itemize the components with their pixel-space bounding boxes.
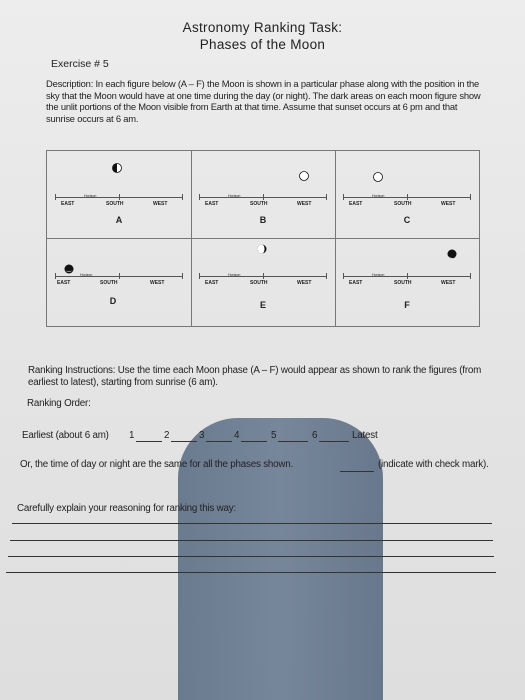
rank-blank-2[interactable] [171, 441, 197, 442]
rank-blank-4[interactable] [241, 441, 267, 442]
rank-number: 6 [312, 430, 318, 441]
panel-label: F [404, 300, 410, 310]
page-title: Astronomy Ranking Task: [182, 20, 343, 35]
rank-blank-5[interactable] [278, 441, 308, 442]
south-label: SOUTH [250, 280, 268, 286]
page-subtitle: Phases of the Moon [199, 37, 326, 52]
ranking-instructions: Ranking Instructions: Use the time each Moon phase (A – F) would appear as shown to rank the figures (from earliest to latest), starting from sunrise (6 am). [28, 365, 482, 388]
answer-line[interactable] [12, 523, 492, 524]
panel-f [335, 238, 479, 325]
rank-blank-6[interactable] [319, 441, 349, 442]
panel-e [191, 238, 335, 325]
south-label: SOUTH [100, 280, 118, 286]
horizon-label: Horizon [84, 194, 97, 198]
ranking-order-label: Ranking Order: [27, 398, 91, 409]
panel-label: C [403, 215, 411, 225]
rank-number: 5 [271, 430, 277, 441]
west-label: WEST [441, 280, 456, 286]
east-label: EAST [349, 280, 363, 286]
panel-b [191, 151, 335, 238]
panel-d [47, 238, 191, 325]
moon-icon-waning-crescent [447, 249, 457, 259]
horizon-label: Horizon [372, 273, 385, 277]
west-label: WEST [441, 201, 456, 207]
east-label: EAST [205, 280, 219, 286]
west-label: WEST [297, 201, 312, 207]
same-time-check-blank[interactable] [340, 471, 374, 472]
rank-number: 3 [199, 430, 205, 441]
south-label: SOUTH [394, 280, 412, 286]
description: Description: In each figure below (A – F) the Moon is shown in a particular phase along with the position in the sky that the Moon would have at one time during the day (or night). The dark areas on each moon figure show the unlit portions of the Moon visible from Earth at that time. Assume that sunset occurs at 6 pm and that sunrise occurs at 6 am. [46, 78, 481, 124]
south-label: SOUTH [106, 201, 124, 207]
west-label: WEST [297, 280, 312, 286]
east-label: EAST [61, 201, 75, 207]
moon-icon-first-quarter [112, 163, 122, 173]
south-label: SOUTH [394, 201, 412, 207]
latest-label: Latest [352, 430, 378, 441]
check-mark-note: (indicate with check mark). [378, 459, 489, 470]
answer-line[interactable] [10, 540, 493, 541]
east-label: EAST [205, 201, 219, 207]
horizon-label: Horizon [372, 194, 385, 198]
panel-label: A [115, 215, 123, 225]
answer-line[interactable] [6, 572, 496, 573]
moon-icon-waxing-crescent [64, 264, 74, 274]
panel-label: D [109, 296, 117, 306]
same-time-text: Or, the time of day or night are the same for all the phases shown. [20, 459, 294, 470]
panel-label: E [259, 300, 266, 310]
rank-number: 1 [129, 430, 135, 441]
panel-a [47, 151, 191, 238]
east-label: EAST [57, 280, 71, 286]
exercise-number: Exercise # 5 [51, 58, 109, 70]
moon-icon-full [373, 172, 383, 182]
panel-c [335, 151, 479, 238]
moon-phase-grid [46, 150, 480, 327]
horizon-label: Horizon [228, 273, 241, 277]
rank-blank-3[interactable] [206, 441, 232, 442]
west-label: WEST [150, 280, 165, 286]
horizon-label: Horizon [228, 194, 241, 198]
horizon-label: Horizon [80, 273, 93, 277]
moon-icon-full [299, 171, 309, 181]
earliest-label: Earliest (about 6 am) [22, 430, 109, 441]
explain-label: Carefully explain your reasoning for ranking this way: [17, 503, 236, 514]
panel-label: B [259, 215, 267, 225]
rank-number: 2 [164, 430, 170, 441]
west-label: WEST [153, 201, 168, 207]
answer-line[interactable] [8, 556, 494, 557]
rank-number: 4 [234, 430, 240, 441]
east-label: EAST [349, 201, 363, 207]
rank-blank-1[interactable] [136, 441, 162, 442]
moon-icon-waning-gibbous [257, 244, 267, 254]
south-label: SOUTH [250, 201, 268, 207]
